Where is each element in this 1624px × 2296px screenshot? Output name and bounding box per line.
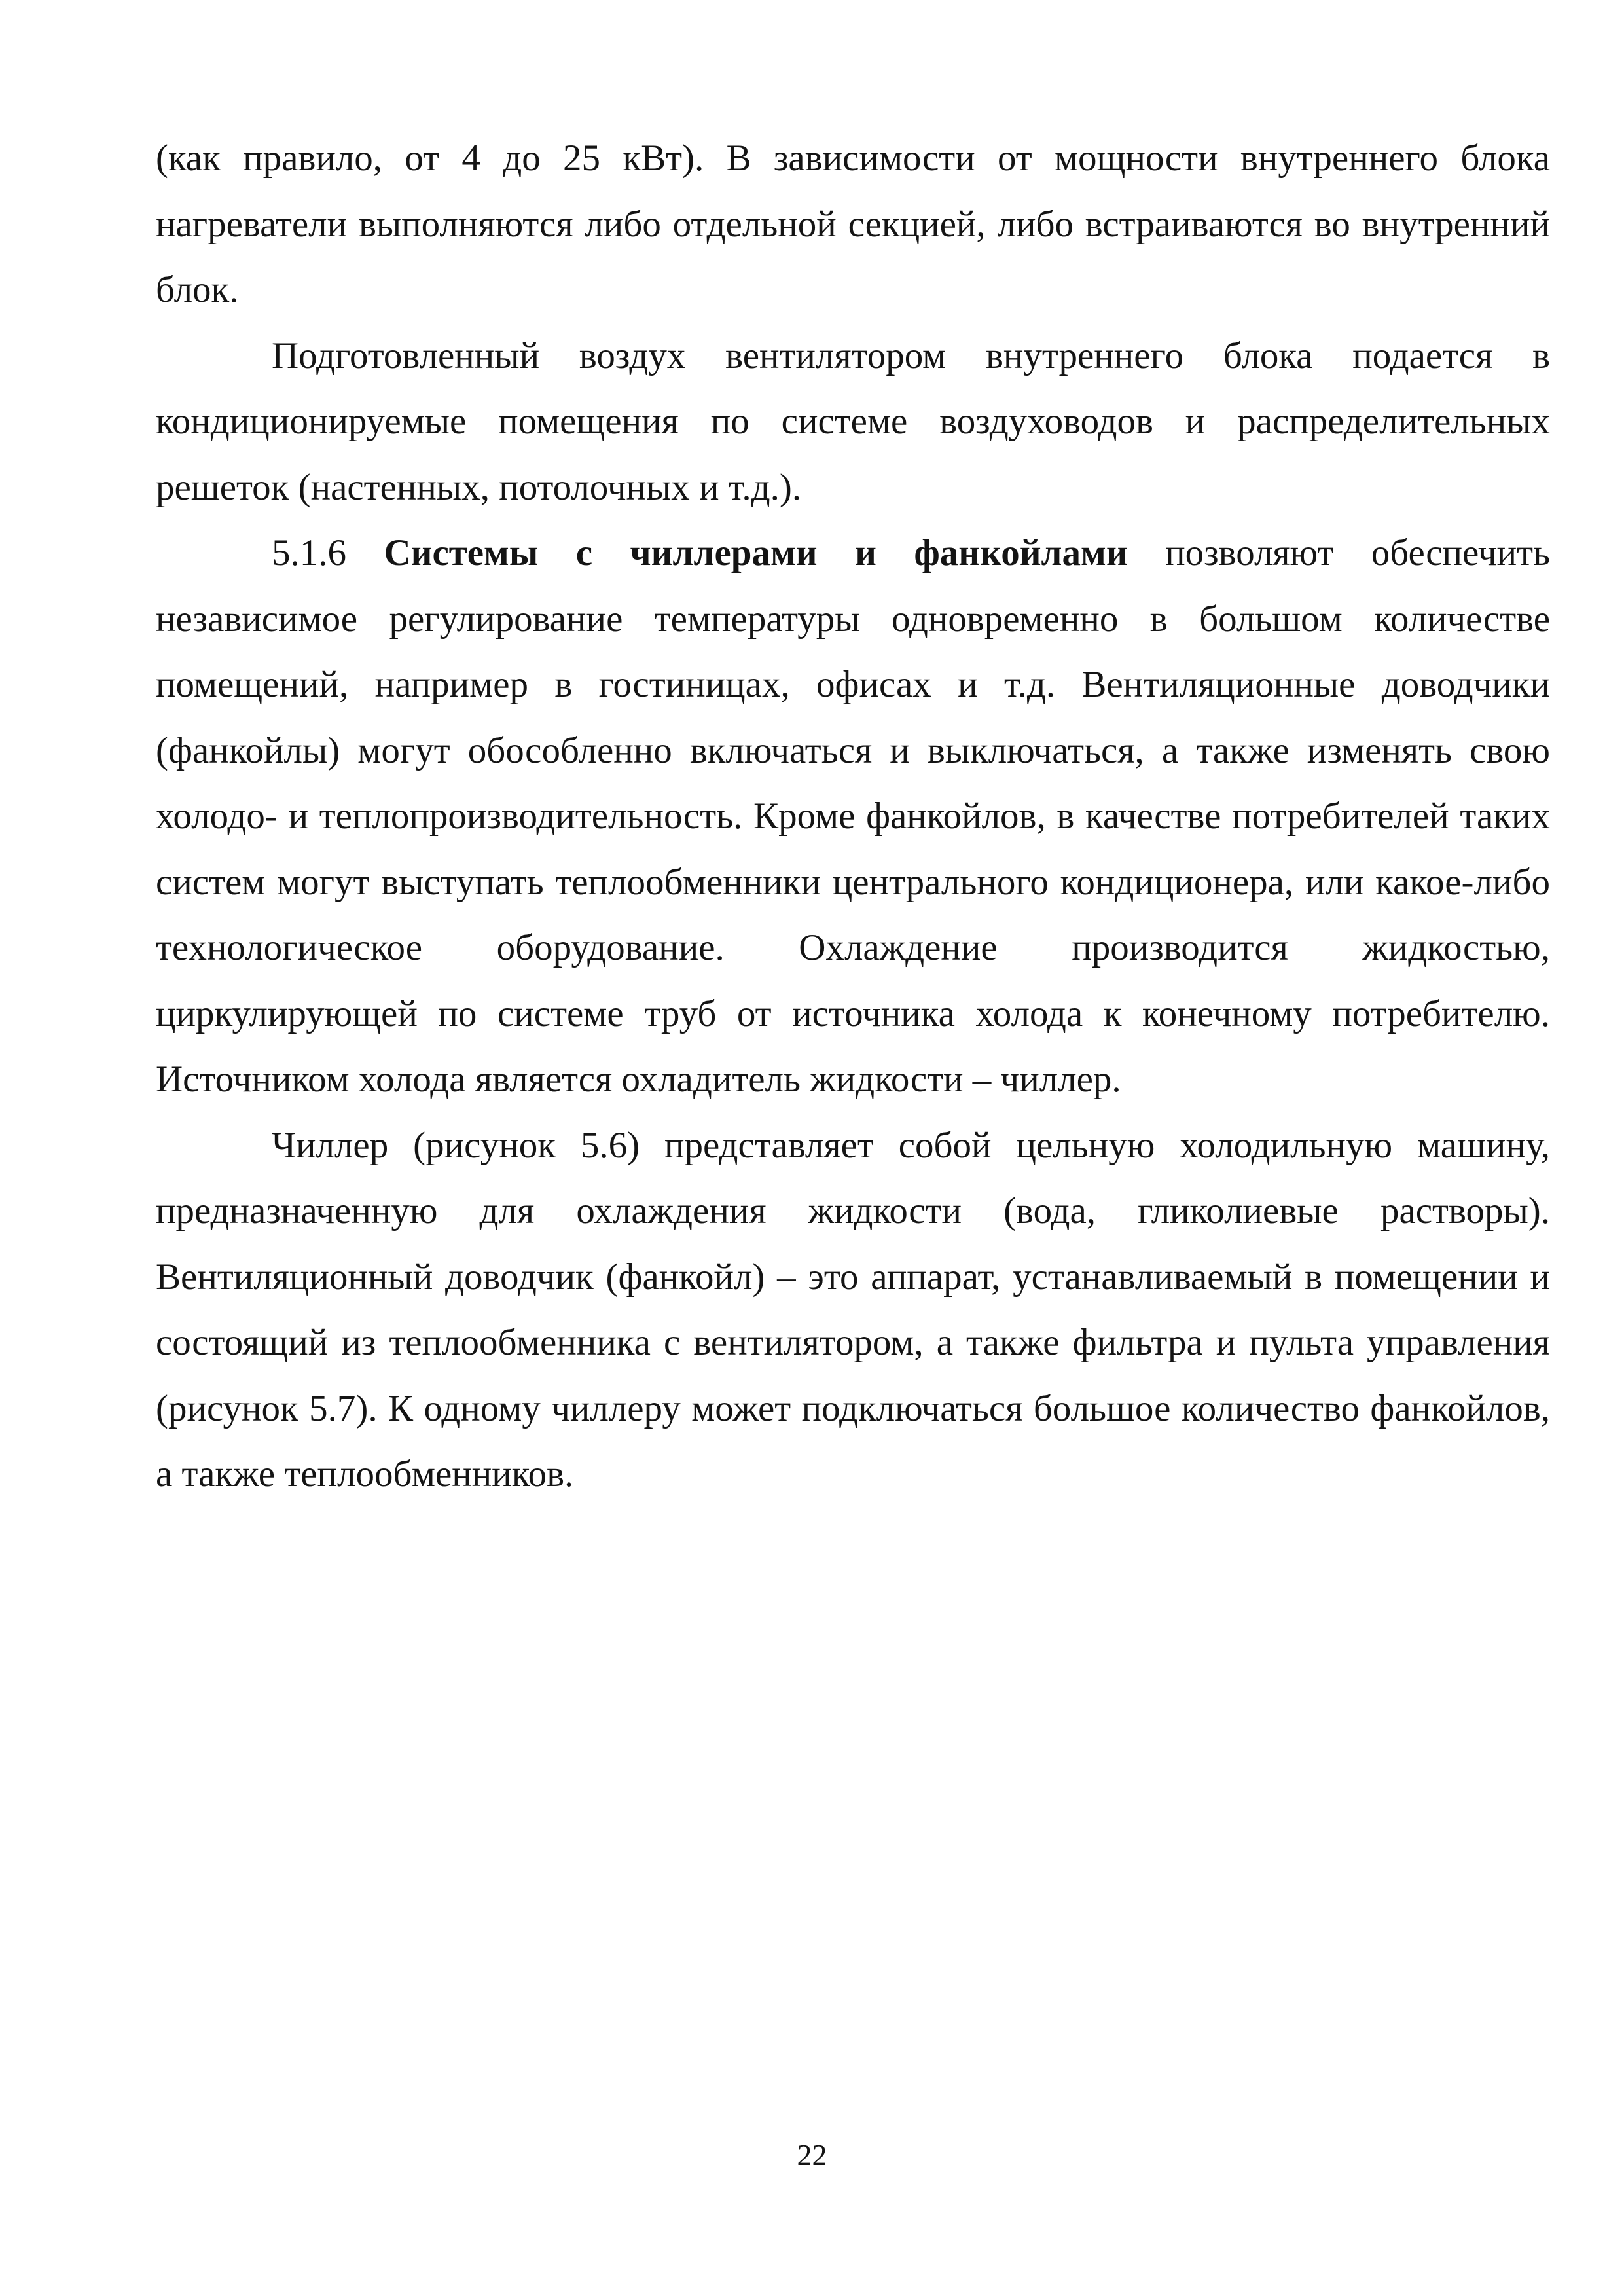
paragraph-chiller-definition: Чиллер (рисунок 5.6) представляет собой цельную холодильную машину, предназначенную для охлаждения жидкости (вода, гликолиевые растворы). Вентиляционный доводчик (фанкойл) – это аппарат, устанавливаемый в помещении и состоящий из теплообменника с вентилятором, а также фильтра и пульта управления (рисунок 5.7). К одному чиллеру может подключаться большое количество фанкойлов, а также теплообменников. [156,1124,1550,1495]
paragraph-continuation: (как правило, от 4 до 25 кВт). В зависимости от мощности внутреннего блока нагреватели выполняются либо отдельной секцией, либо встраиваются во внутренний блок. [156,137,1550,310]
paragraph-prepared-air: Подготовленный воздух вентилятором внутреннего блока подается в кондиционируемые помещения по системе воздуховодов и распределительных решеток (настенных, потолочных и т.д.). [156,335,1550,508]
section-number: 5.1.6 [272,532,346,574]
body-text [156,126,1550,1508]
section-text: позволяют обеспечить независимое регулирование температуры одновременно в большом количестве помещений, например в гостиницах, офисах и т.д. Вентиляционные доводчики (фанкойлы) могут обособленно включаться и выключаться, а также изменять свою холодо- и теплопроизводительность. Кроме фанкойлов, в качестве потребителей таких систем могут выступать теплообменники центрального кондиционера, или какое-либо технологическое оборудование. Охлаждение производится жидкостью, циркулирующей по системе труб от источника холода к конечному потребителю. Источником холода является охладитель жидкости – чиллер. [156,532,1551,1100]
section-heading: Системы с чиллерами и фанкойлами [384,532,1128,574]
paragraph-chiller-systems [156,520,1550,1113]
page-number: 22 [797,2138,827,2172]
